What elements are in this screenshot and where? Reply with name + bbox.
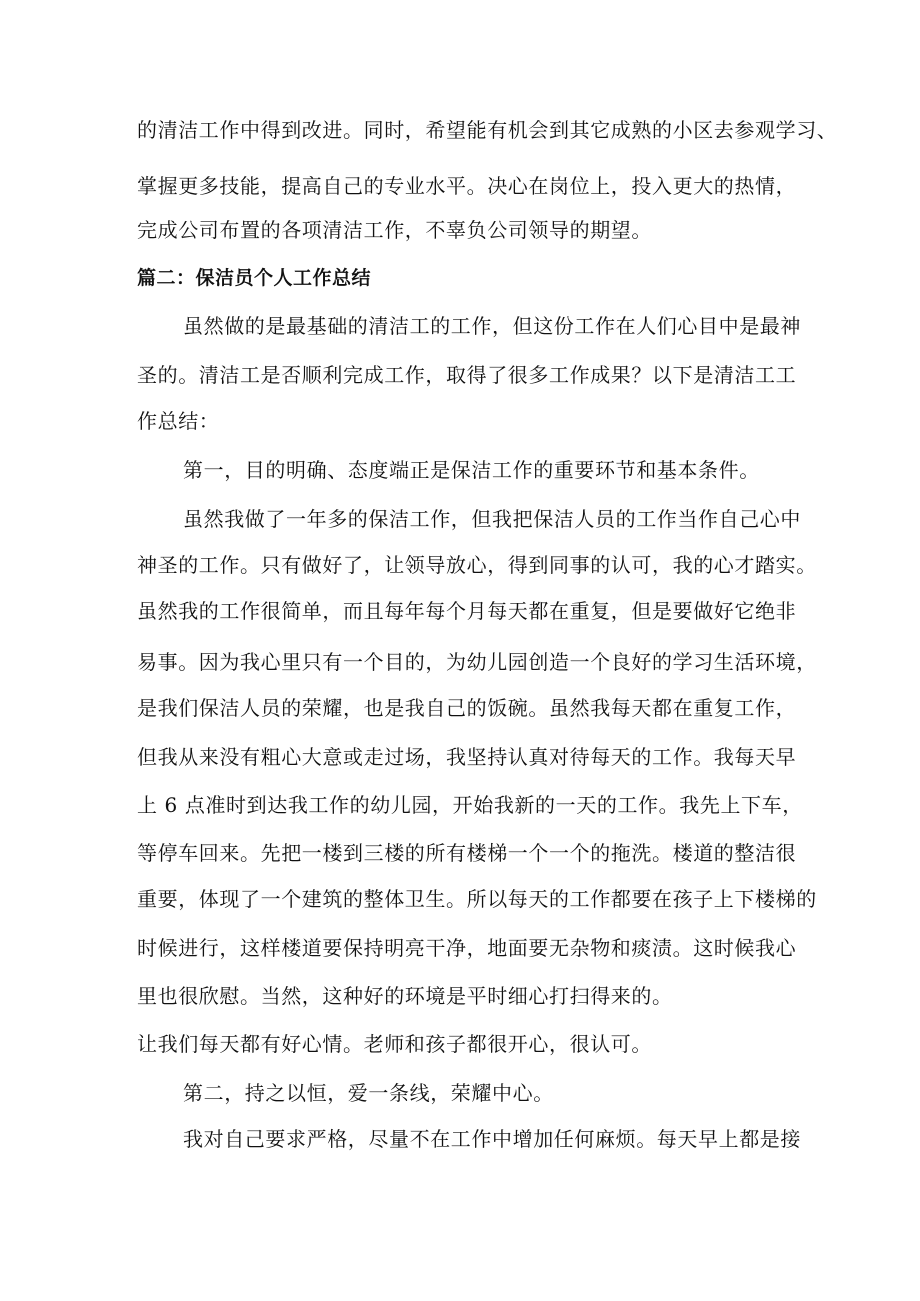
paragraph-line: 上 6 点准时到达我工作的幼儿园，开始我新的一天的工作。我先上下车， <box>137 793 803 817</box>
paragraph-line: 易事。因为我心里只有一个目的，为幼儿园创造一个良好的学习生活环境， <box>137 650 817 674</box>
paragraph-line: 虽然我的工作很简单，而且每年每个月每天都在重复，但是要做好它绝非 <box>137 599 797 623</box>
paragraph-line: 等停车回来。先把一楼到三楼的所有楼梯一个一个的拖洗。楼道的整洁很 <box>137 841 797 865</box>
paragraph-line: 的清洁工作中得到改进。同时，希望能有机会到其它成熟的小区去参观学习、 <box>137 118 838 142</box>
paragraph-line: 虽然做的是最基础的清洁工的工作，但这份工作在人们心目中是最神 <box>183 314 801 338</box>
paragraph-line: 神圣的工作。只有做好了，让领导放心，得到同事的认可，我的心才踏实。 <box>137 553 817 577</box>
paragraph-line: 第二，持之以恒，爱一条线，荣耀中心。 <box>183 1081 554 1105</box>
paragraph-line: 让我们每天都有好心情。老师和孩子都很开心，很认可。 <box>137 1032 652 1056</box>
paragraph-line: 重要，体现了一个建筑的整体卫生。所以每天的工作都要在孩子上下楼梯的 <box>137 887 817 911</box>
paragraph-line: 圣的。清洁工是否顺利完成工作，取得了很多工作成果？以下是清洁工工 <box>137 363 797 387</box>
paragraph-line: 完成公司布置的各项清洁工作，不辜负公司领导的期望。 <box>137 218 652 242</box>
paragraph-line: 但我从来没有粗心大意或走过场，我坚持认真对待每天的工作。我每天早 <box>137 745 797 769</box>
paragraph-line: 掌握更多技能，提高自己的专业水平。决心在岗位上，投入更大的热情， <box>137 174 797 198</box>
paragraph-line: 里也很欣慰。当然，这种好的环境是平时细心打扫得来的。 <box>137 984 673 1008</box>
paragraph-line: 第一，目的明确、态度端正是保洁工作的重要环节和基本条件。 <box>183 458 760 482</box>
paragraph-line: 是我们保洁人员的荣耀，也是我自己的饭碗。虽然我每天都在重复工作， <box>137 696 797 720</box>
section-heading: 篇二：保洁员个人工作总结 <box>137 267 372 289</box>
paragraph-line: 作总结： <box>137 409 220 433</box>
paragraph-line: 虽然我做了一年多的保洁工作，但我把保洁人员的工作当作自己心中 <box>183 507 801 531</box>
paragraph-line: 我对自己要求严格，尽量不在工作中增加任何麻烦。每天早上都是接 <box>183 1127 801 1151</box>
paragraph-line: 时候进行，这样楼道要保持明亮干净，地面要无杂物和痰渍。这时候我心 <box>137 936 797 960</box>
